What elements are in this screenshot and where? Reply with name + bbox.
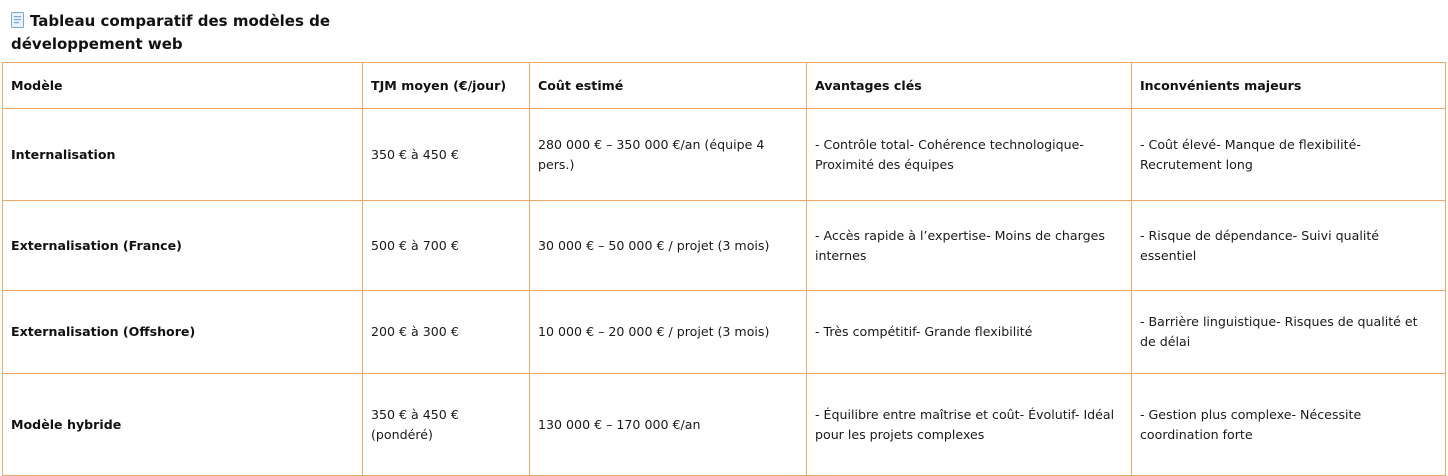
cell-cost: 30 000 € – 50 000 € / projet (3 mois) [530,201,807,291]
cell-cost: 130 000 € – 170 000 €/an [530,374,807,476]
table-row [3,291,1446,374]
cell-pros: - Accès rapide à l’expertise- Moins de charges internes [807,201,1132,291]
cell-model: Externalisation (Offshore) [3,291,363,374]
cell-tjm: 350 € à 450 € [363,109,530,201]
page-title [11,10,391,56]
cell-model: Modèle hybride [3,374,363,476]
table-row [3,374,1446,476]
comparison-table [2,62,1446,476]
table-header-row [3,63,1446,109]
cell-cost: 10 000 € – 20 000 € / projet (3 mois) [530,291,807,374]
header-pros: Avantages clés [807,63,1132,109]
cell-tjm: 500 € à 700 € [363,201,530,291]
table-row [3,109,1446,201]
cell-cons: - Barrière linguistique- Risques de qualité et de délai [1132,291,1446,374]
cell-cost: 280 000 € – 350 000 €/an (équipe 4 pers.) [530,109,807,201]
cell-tjm: 200 € à 300 € [363,291,530,374]
page-title-text: Tableau comparatif des modèles de développement web [11,12,331,53]
cell-pros: - Équilibre entre maîtrise et coût- Évolutif- Idéal pour les projets complexes [807,374,1132,476]
cell-pros: - Contrôle total- Cohérence technologique- Proximité des équipes [807,109,1132,201]
header-cons: Inconvénients majeurs [1132,63,1446,109]
cell-cons: - Coût élevé- Manque de flexibilité- Recrutement long [1132,109,1446,201]
header-tjm: TJM moyen (€/jour) [363,63,530,109]
cell-model: Internalisation [3,109,363,201]
cell-tjm: 350 € à 450 € (pondéré) [363,374,530,476]
header-model: Modèle [3,63,363,109]
cell-pros: - Très compétitif- Grande flexibilité [807,291,1132,374]
cell-cons: - Risque de dépendance- Suivi qualité essentiel [1132,201,1446,291]
document-icon [11,12,24,28]
cell-cons: - Gestion plus complexe- Nécessite coordination forte [1132,374,1446,476]
cell-model: Externalisation (France) [3,201,363,291]
table-row [3,201,1446,291]
header-cost: Coût estimé [530,63,807,109]
